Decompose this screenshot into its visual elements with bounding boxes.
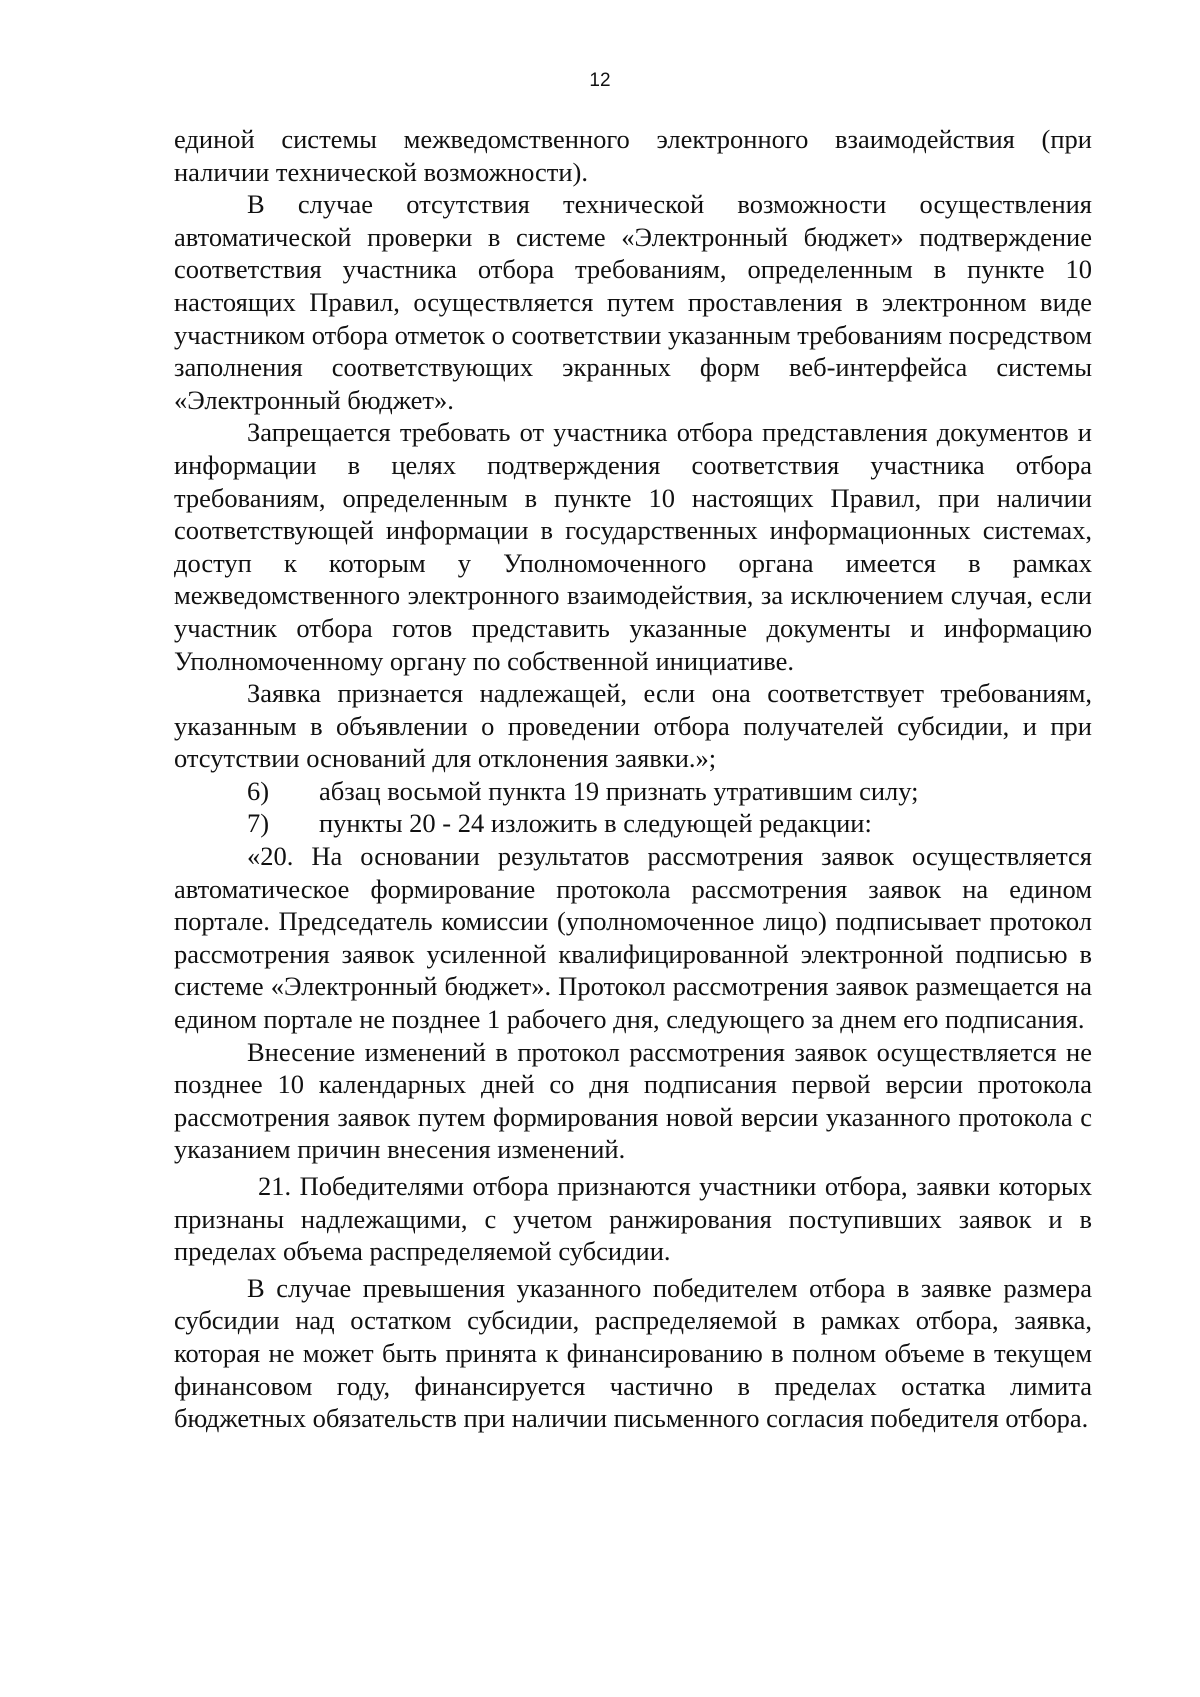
paragraph-point-21: 21. Победителями отбора признаются участники отбора, заявки которых признаны надлежащими, с учетом ранжирования поступивших заявок и в пределах объема распределяемой субсидии.: [174, 1171, 1092, 1267]
paragraph-point-20: «20. На основании результатов рассмотрения заявок осуществляется автоматическое формирование протокола рассмотрения заявок на едином портале. Председатель комиссии (уполномоченное лицо) подписывает протокол рассмотрения заявок усиленной квалифицированной электронной подписью в системе «Электронный бюджет». Протокол рассмотрения заявок размещается на едином портале не позднее 1 рабочего дня, следующего за днем его подписания.: [174, 841, 1092, 1035]
paragraph-proper-application: Заявка признается надлежащей, если она соответствует требованиям, указанным в объявлении о проведении отбора получателей субсидии, и при отсутствии оснований для отклонения заявки.»;: [174, 678, 1092, 774]
document-body: [174, 123, 1092, 1435]
list-item-7: [174, 807, 1092, 840]
list-item-number: 6): [247, 775, 270, 806]
paragraph-protocol-changes: Внесение изменений в протокол рассмотрения заявок осуществляется не позднее 10 календарных дней со дня подписания первой версии протокола рассмотрения заявок путем формирования новой версии указанного протокола с указанием причин внесения изменений.: [174, 1036, 1092, 1165]
list-item-number: 7): [247, 808, 270, 839]
page-number: 12: [589, 70, 611, 91]
list-item-6: [174, 775, 1092, 808]
paragraph-partial-financing: В случае превышения указанного победителем отбора в заявке размера субсидии над остатком субсидии, распределяемой в рамках отбора, заявка, которая не может быть принята к финансированию в полном объеме в текущем финансовом году, финансируется частично в пределах остатка лимита бюджетных обязательств при наличии письменного согласия победителя отбора.: [174, 1272, 1092, 1434]
paragraph-prohibition: Запрещается требовать от участника отбора представления документов и информации в целях подтверждения соответствия участника отбора требованиям, определенным в пункте 10 настоящих Правил, при наличии соответствующей информации в государственных информационных системах, доступ к которым у Уполномоченного органа имеется в рамках межведомственного электронного взаимодействия, за исключением случая, если участник отбора готов представить указанные документы и информацию Уполномоченному органу по собственной инициативе.: [174, 417, 1092, 676]
list-item-text: пункты 20 - 24 изложить в следующей редакции:: [319, 808, 872, 839]
list-item-text: абзац восьмой пункта 19 признать утратившим силу;: [319, 775, 919, 806]
paragraph-continuation: единой системы межведомственного электронного взаимодействия (при наличии технической возможности).: [174, 124, 1092, 187]
paragraph-technical-absence: В случае отсутствия технической возможности осуществления автоматической проверки в системе «Электронный бюджет» подтверждение соответствия участника отбора требованиям, определенным в пункте 10 настоящих Правил, осуществляется путем проставления в электронном виде участником отбора отметок о соответствии указанным требованиям посредством заполнения соответствующих экранных форм веб-интерфейса системы «Электронный бюджет».: [174, 189, 1092, 415]
